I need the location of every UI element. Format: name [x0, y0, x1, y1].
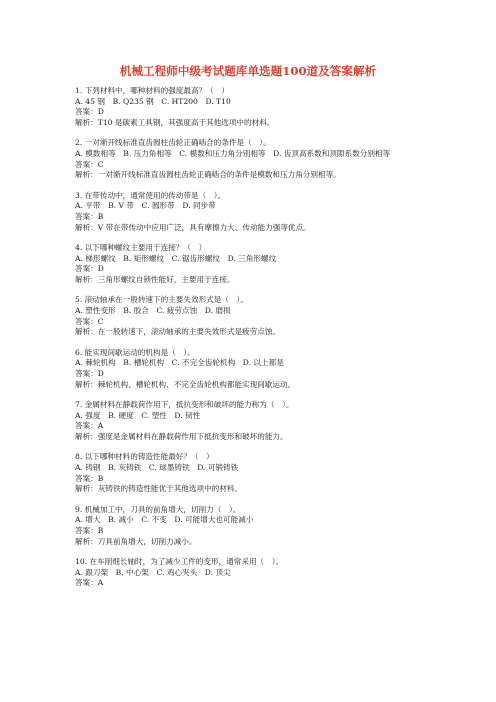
question-options: A. 强度 B. 硬度 C. 塑性 D. 韧性	[75, 410, 201, 420]
question-analysis: 解析：V 带在带传动中应用广泛，具有摩擦力大、传动能力强等优点。	[75, 222, 311, 232]
question-answer: 答案：A	[75, 578, 104, 588]
question-answer: 答案：B	[75, 212, 104, 222]
question-options: A. 增大 B. 减小 C. 不变 D. 可能增大也可能减小	[75, 515, 254, 525]
question-stem: 4. 以下哪种螺纹主要用于连接？（ ）	[75, 242, 207, 252]
question-answer: 答案：D	[75, 264, 104, 274]
question-analysis: 解析：强度是金属材料在静载荷作用下抵抗变形和破坏的能力。	[75, 431, 288, 441]
question-item	[75, 86, 430, 129]
question-stem: 7. 金属材料在静载荷作用下，抵抗变形和破坏的能力称为（ ）。	[75, 399, 294, 409]
question-stem: 6. 能实现间歇运动的机构是（ ）。	[75, 347, 195, 357]
question-stem: 1. 下列材料中，哪种材料的强度最高？（ ）	[75, 86, 229, 95]
question-analysis: 解析：在一般转速下，滚动轴承的主要失效形式是疲劳点蚀。	[75, 327, 281, 337]
question-stem: 8. 以下哪种材料的铸造性能最好？（ ）	[75, 452, 214, 462]
question-options: A. 45 钢 B. Q235 钢 C. HT200 D. T10	[75, 96, 231, 106]
question-item	[75, 505, 430, 548]
question-item	[75, 400, 430, 443]
question-item	[75, 295, 430, 338]
question-options: A. 跟刀架 B. 中心架 C. 鸡心夹头 D. 顶尖	[75, 567, 231, 577]
question-answer: 答案：C	[75, 159, 104, 169]
question-answer: 答案：A	[75, 421, 104, 431]
question-stem: 2. 一对渐开线标准直齿圆柱齿轮正确啮合的条件是（ ）。	[75, 138, 271, 148]
document-title: 机械工程师中级考试题库单选题100道及答案解析	[119, 64, 377, 78]
question-options: A. 平带 B. V 带 C. 圆形带 D. 同步带	[75, 201, 216, 211]
question-answer: 答案：B	[75, 473, 104, 483]
question-analysis: 解析：棘轮机构、槽轮机构、不完全齿轮机构都能实现间歇运动。	[75, 379, 296, 389]
question-stem: 9. 机械加工中，刀具的前角增大，切削力（ ）。	[75, 504, 241, 514]
question-stem: 3. 在带传动中，通常使用的传动带是（ ）。	[75, 190, 226, 200]
question-answer: 答案：D	[75, 368, 104, 378]
question-item	[75, 191, 430, 234]
question-analysis: 解析：三角形螺纹自锁性能好，主要用于连接。	[75, 275, 235, 285]
question-options: A. 塑性变形 B. 胶合 C. 疲劳点蚀 D. 磨损	[75, 305, 231, 315]
question-item	[75, 452, 430, 495]
question-analysis: 解析：T10 是碳素工具钢，其强度高于其他选项中的材料。	[75, 118, 275, 128]
question-analysis: 解析：灰铸铁的铸造性能优于其他选项中的材料。	[75, 484, 243, 494]
question-answer: 答案：B	[75, 525, 104, 535]
question-item	[75, 138, 430, 181]
question-answer: 答案：C	[75, 316, 104, 326]
question-options: A. 模数相等 B. 压力角相等 C. 模数和压力角分别相等 D. 齿顶高系数和顶隙系数分别相等	[75, 149, 391, 159]
question-item	[75, 557, 430, 589]
question-options: A. 铸钢 B. 灰铸铁 C. 球墨铸铁 D. 可锻铸铁	[75, 462, 239, 472]
question-options: A. 梯形螺纹 B. 矩形螺纹 C. 锯齿形螺纹 D. 三角形螺纹	[75, 253, 277, 263]
question-list	[75, 86, 430, 598]
question-item	[75, 348, 430, 391]
question-analysis: 解析：一对渐开线标准直齿圆柱齿轮正确啮合的条件是模数和压力角分别相等。	[75, 170, 341, 180]
question-answer: 答案：D	[75, 107, 104, 117]
question-stem: 10. 在车削细长轴时，为了减少工件的变形，通常采用（ ）。	[75, 556, 284, 566]
question-stem: 5. 滚动轴承在一般转速下的主要失效形式是（ ）。	[75, 295, 248, 305]
question-analysis: 解析：刀具前角增大，切削力减小。	[75, 536, 197, 546]
question-item	[75, 243, 430, 286]
question-options: A. 棘轮机构 B. 槽轮机构 C. 不完全齿轮机构 D. 以上都是	[75, 358, 284, 368]
